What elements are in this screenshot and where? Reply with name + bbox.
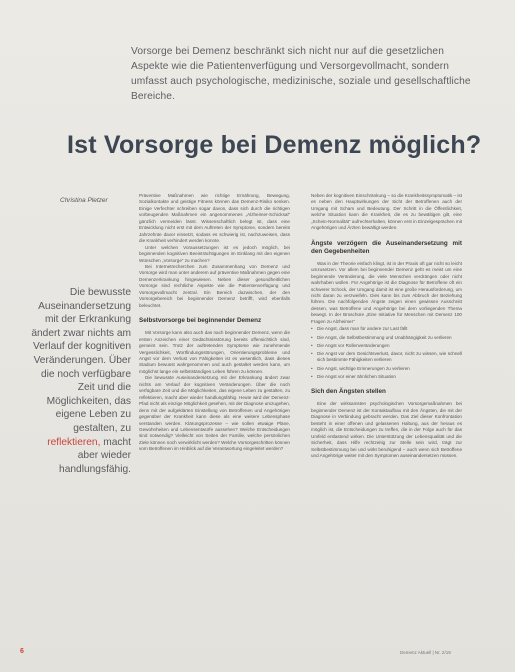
article-title: Ist Vorsorge bei Demenz möglich? bbox=[67, 131, 482, 159]
list-item: • Die Angst vor Rollenveränderungen bbox=[317, 343, 462, 349]
paragraph: Mit Vorsorge kann also auch das nach beginnender Demenz, wenn die ersten Anzeichen einer Gedächtnisstörung bereits offensichtlich sind, gemeint sein. Trotz der auftretenden Symptome wie zunehmende Vergesslichkeit, Wortfindungsstörungen, Orientierungsprobleme und Angst vor dem Verlust von Fähigkeiten ist es wesentlich, dass dieses Stadium bewusst wahrgenommen und auch gestaltet werden kann, um möglichst lange ein selbstständiges Leben führen zu können. bbox=[139, 330, 290, 374]
text-column-left bbox=[139, 193, 290, 588]
list-item: • Die Angst, dass man für andere zur Last fällt bbox=[317, 326, 462, 332]
list-item: • Die Angst, die Selbstbestimmung und Unabhängigkeit zu verlieren bbox=[317, 335, 462, 341]
page-footer: Demenz Aktuell | Nr. 2/19 bbox=[400, 650, 451, 655]
paragraph: Was in der Theorie einfach klingt, ist in der Praxis oft gar nicht so leicht umzusetzen. Vor allem bei beginnender Demenz geht es meist um eine beginnende Veränderung, die viele Menschen verdrängen oder nicht wahrhaben wollen. Für Angehörige ist die Diagnose für Betroffene oft ein schwerer Schock, der Umgang damit ist eine große Herausforderung, um nicht daran zu verzweifeln. Dies kann bis zum Abbruch der Beziehung führen. Die nachfolgenden Ängste zeigen einen gewissen Ausschnitt dessen, was Betroffene und Angehörige bei dem vorliegenden Thema bewegt. In der Broschüre „Eine Initiative für Menschen mit Demenz 100 Fragen zu Alzheimer“ bbox=[311, 260, 462, 324]
list-item: • Die Angst vor einer ähnlichen Situation bbox=[317, 374, 462, 380]
section-heading: Ängste verzögern die Auseinandersetzung mit den Gegebenheiten bbox=[311, 239, 462, 255]
list-item: • Die Angst vor dem Gesichtsverlust, davor, nicht zu wissen, wie schnell sich bestimmte Fähigkeiten verlieren bbox=[317, 351, 462, 364]
page-number: 6 bbox=[20, 648, 24, 655]
paragraph: Bei Internetrecherchen zum Zusammenhang von Demenz und Vorsorge wird man unter anderem auf präventive Maßnahmen gegen eine Demenzerkrankung hingewiesen. Neben dieser gesundheitlichen Vorsorge sind rechtliche Aspekte wie die Patientenverfügung und Vorsorgevollmacht zentral. Ein Bereich dazwischen, der den Vorsorgebereich bei beginnender Demenz betrifft, wird ebenfalls beleuchtet. bbox=[139, 263, 290, 308]
paragraph: Neben der kognitiven Einschränkung – so die Krankheitssymptomatik – ist es neben den Hauptwirkungen der Sicht der Betroffenen auch der Umgang mit Scham und Bedeutung. Der Schritt in die Öffentlichkeit, welche Situation kann die Krankheit, die es zu bewältigen gilt, eine „Schein-Normalität“ aufrechterhalten, können erst in Einzelgesprächen mit Angehörigen und Ärzten bewältigt werden. bbox=[311, 193, 462, 231]
paragraph: Die bewusste Auseinandersetzung mit der Erkrankung ändert zwar nichts am Verlauf der kognitiven Veränderungen. Über die noch verfügbare Zeit und die Möglichkeiten, das eigene Leben zu gestalten, zu reflektieren, macht aber wieder handlungsfähig. Heute wird der Demenz-Pfad nicht als einzige Möglichkeit gesehen, mit der Diagnose umzugehen, denn mit der aufgeklärten Einstellung von Betroffenen und Angehörigen gegenüber der Krankheit kann diese als eine weitere Lebensphase verstanden werden. Klärungsprozesse – wie sollen etwaige Pläne, Gewohnheiten und Lebensentwürfe aussehen? Welche Entscheidungen sind notwendig? Vielleicht von Seiten der Familie, welche persönlichen Ziele können noch verwirklicht werden? Welche Vorsorgeschritten können vom Betroffenen im Hinblick auf die Verantwortung eingeleitet werden? bbox=[139, 375, 290, 452]
fears-list bbox=[311, 326, 462, 380]
section-heading: Sich den Ängsten stellen bbox=[311, 388, 386, 396]
section-heading: Selbstvorsorge bei beginnender Demenz bbox=[139, 317, 262, 325]
author-name: Christina Pletzer bbox=[60, 197, 108, 204]
paragraph: Unter welchen Voraussetzungen ist es jedoch möglich, bei beginnenden kognitiven Beeinträchtigungen im Einklang mit den eigenen Wünschen „Vorsorge“ zu machen? bbox=[139, 244, 290, 263]
article-lead: Vorsorge bei Demenz beschränkt sich nicht nur auf die gesetzlichen Aspekte wie die Patientenverfügung und Versorgevollmacht, sondern umfasst auch psychologische, medizinische, soziale und gesellschaftliche Bereiche. bbox=[131, 46, 471, 102]
pull-quote-text: Die bewusste Auseinandersetzung mit der Erkrankung ändert zwar nichts am Verlauf der kognitiven Veränderungen. Über die noch verfügbare Zeit und die Möglichkeiten, das eigene Leben zu gestalten, zu bbox=[31, 287, 131, 434]
paragraph: Präventive Maßnahmen wie richtige Ernährung, Bewegung, Sozialkontakte und geistige Fitness können das Demenz-Risiko senken. Einige Verfechter schreiben sogar davon, dass sich durch die richtigen vorbeugenden Maßnahmen ein angenommenes „Alzheimer-Schicksal“ gänzlich vermeiden lässt. Wissenschaftlich belegt ist, dass eine Entwicklung nicht erst mit dem Auftreten der Symptome, sondern bereits Jahrzehnte davor einsetzt, sodass es schwierig ist, nachzuweisen, dass die Krankheit verhindert werden konnte. bbox=[139, 193, 290, 244]
pull-quote-text-end: macht aber wieder handlungsfähig. bbox=[59, 436, 131, 475]
paragraph: Eine der wirksamsten psychologischen Vorsorgemaßnahmen bei beginnender Demenz ist der Kontaktaufbau mit den Ängsten, die mit der Diagnose in Verbindung gebracht werden. Das Ziel dieser Konfrontation besteht in einer offenen und gelassenen Haltung, aus der heraus es möglich ist, die Entscheidungen zu treffen, die in der Folge auch für das Umfeld entlastend wirken. Die Unterstützung der Lebensqualität und die Sicherheit, dass Hilfe rechtzeitig zur Stelle sein wird, trägt zur Selbstbestimmung bei und wirkt beruhigend – auch wenn sich Betroffene und Angehörige weiter mit den Symptomen auseinandersetzen müssen. bbox=[311, 401, 462, 459]
list-item: • Die Angst, wichtige Erinnerungen zu verlieren bbox=[317, 366, 462, 372]
pull-quote-highlight: reflektieren, bbox=[47, 436, 101, 448]
text-column-right bbox=[311, 193, 462, 588]
pull-quote bbox=[30, 286, 131, 476]
